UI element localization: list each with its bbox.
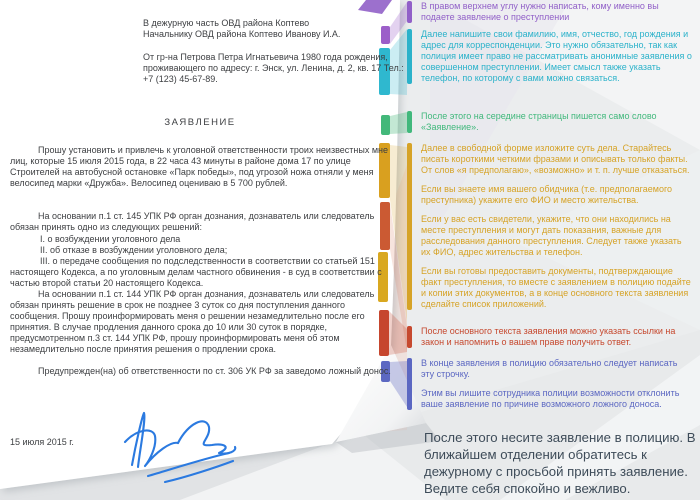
annotation-text: В правом верхнем углу нужно написать, кому именно вы подаете заявление о преступлении: [421, 1, 659, 22]
addressee-line-2: Начальнику ОВД района Коптево Иванову И.А.: [143, 29, 341, 39]
annotation-group-addressee: [407, 1, 693, 23]
accent-bar: [407, 143, 412, 310]
addressee-block: [143, 18, 405, 40]
annotation-text: Далее в свободной форме изложите суть дела. Старайтесь писать короткими четкими фразами и описывать только факты. От слов «я предполагаю», «возможно» и т. п. лучше отказаться.: [421, 143, 690, 175]
annotation-text: Далее напишите свои фамилию, имя, отчество, год рождения и адрес для корреспонденции. Это нужно обязательно, так как полиция имеет право не рассматривать анонимные заявления о совершенном преступлении. Имеет смысл также указать телефон, по которому с вами можно связаться.: [421, 29, 692, 83]
statement-title: ЗАЯВЛЕНИЕ: [164, 117, 236, 128]
statement-body-paragraph: Прошу установить и привлечь к уголовной ответственности троих неизвестных мне лиц, которые 15 июля 2015 года, в 22 часа 43 минуты в районе дома 17 по улице Строителей на автобусной остановке «Парк победы», под угрозой ножа отняли у меня велосипед марки «Дружба». Велосипед оцениваю в 5 700 рублей.: [10, 145, 388, 188]
annotation-text: После основного текста заявления можно указать ссылки на закон и напомнить о вашем праве получить ответ.: [421, 326, 676, 347]
annotation-column: [407, 0, 695, 420]
applicant-block: От гр-на Петрова Петра Игнатьевича 1980 года рождения, проживающего по адресу: г. Энск, ул. Ленина, д. 2, кв. 17 Тел.: +7 (123) 45-67-89.: [143, 52, 404, 84]
decision-option-3: III. о передаче сообщения по подследственности в соответствии со статьей 151 настоящего Кодекса, а по уголовным делам частного обвинения - в суд в соответствии с частью второй статьи 20 настоящего Кодекса.: [10, 256, 382, 288]
annotation-text: Этим вы лишите сотрудника полиции возможности отклонить ваше заявление по причине возможного ложного доноса.: [421, 388, 680, 409]
annotation-group-title: [407, 111, 693, 133]
annotation-group-closing: [407, 358, 693, 410]
statement-date: 15 июля 2015 г.: [10, 437, 74, 447]
accent-bar: [407, 111, 412, 133]
accent-bar: [407, 1, 412, 23]
liability-warning-paragraph: Предупрежден(на) об ответственности по ст. 306 УК РФ за заведомо ложный донос.: [38, 366, 391, 376]
annotation-text: Если у вас есть свидетели, укажите, что они находились на месте преступления и могут дать показания, важные для расследования данного преступления. Следует также указать их ФИО, адрес жительства и телефон.: [421, 214, 682, 257]
annotation-group-body: [407, 143, 693, 310]
addressee-line-1: В дежурную часть ОВД района Коптево: [143, 18, 310, 28]
footer-instruction: После этого несите заявление в полицию. В ближайшем отделении обратитесь к дежурному с просьбой принять заявление. Ведите себя спокойно и вежливо.: [424, 430, 696, 496]
annotation-text: В конце заявления в полицию обязательно следует написать эту строчку.: [421, 358, 678, 379]
accent-bar: [407, 326, 412, 348]
annotation-text: Если вы готовы предоставить документы, подтверждающие факт преступления, то вместе с заявлением в полицию подайте и копии этих документов, а в конце основного текста заявления сделайте список приложений.: [421, 266, 691, 309]
decision-options-list: [10, 234, 393, 289]
annotation-text: После этого на середине страницы пишется само слово «Заявление».: [421, 111, 657, 132]
statement-terms-paragraph: На основании п.1 ст. 144 УПК РФ орган дознания, дознаватель или следователь обязан принять решение в срок не позднее 3 суток со дня поступления данного сообщения. Прошу проинформировать меня о решении незамедлительно после его принятия. В случае продления данного срока до 10 или 30 суток в порядке, предусмотренном п.3 ст. 144 УПК РФ, прошу проинформировать меня об этом незамедлительно после принятия решения о продлении срока.: [10, 289, 375, 354]
annotation-group-personal-data: [407, 29, 693, 84]
annotation-group-legal-refs: [407, 326, 693, 348]
accent-bar: [407, 358, 412, 410]
decision-option-1: I. о возбуждении уголовного дела: [40, 234, 181, 244]
signature-icon: [120, 403, 248, 483]
annotation-text: Если вы знаете имя вашего обидчика (т.е. предполагаемого преступника) укажите его ФИО и место жительства.: [421, 184, 673, 205]
accent-bar: [407, 29, 412, 84]
statement-legal-paragraph: На основании п.1 ст. 145 УПК РФ орган дознания, дознаватель или следователь обязан принять одно из следующих решений:: [10, 211, 375, 232]
decision-option-2: II. об отказе в возбуждении уголовного дела;: [40, 245, 228, 255]
